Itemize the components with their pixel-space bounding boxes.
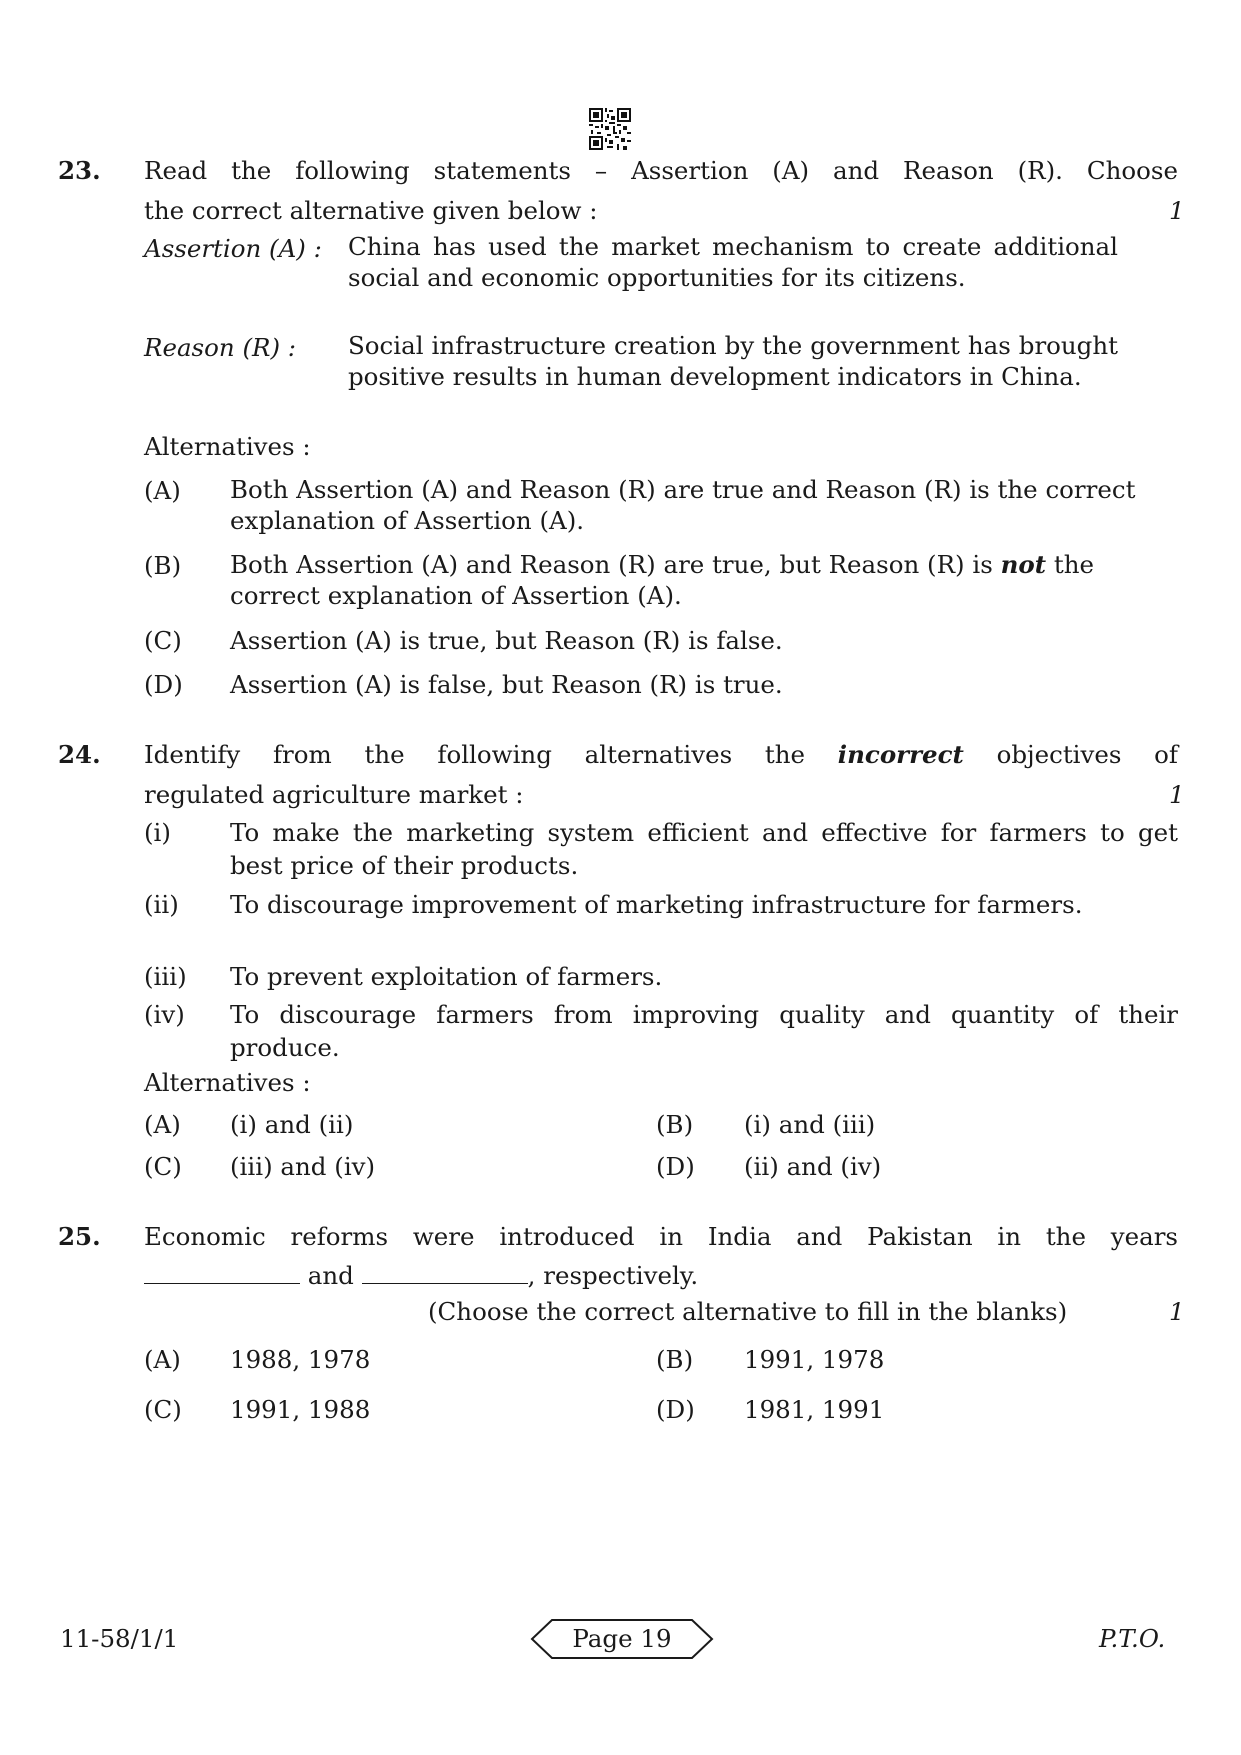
statement-text: To prevent exploitation of farmers. (230, 962, 663, 991)
pto-label: P.T.O. (1099, 1624, 1166, 1653)
question-stem-line2: regulated agriculture market : (144, 780, 524, 809)
option-text: Both Assertion (A) and Reason (R) are true and Reason (R) is the correct explanation of Assertion (A). (230, 475, 1136, 535)
statement-key: (i) (144, 818, 171, 847)
option-key: (C) (144, 626, 182, 655)
fill-blank (144, 1259, 300, 1284)
option-key: (B) (144, 551, 182, 580)
option-text: 1991, 1988 (230, 1395, 371, 1424)
marks: 1 (1169, 196, 1185, 225)
qr-code-icon (589, 108, 631, 150)
option-key: (B) (656, 1110, 694, 1139)
question-stem-line2: the correct alternative given below : (144, 196, 598, 225)
question-number: 23. (58, 156, 101, 185)
option-text-part: Both Assertion (A) and Reason (R) are true, but Reason (R) is (230, 550, 1001, 579)
statement-text: To discourage improvement of marketing infrastructure for farmers. (230, 890, 1083, 919)
option-key: (C) (144, 1395, 182, 1424)
reason-label: Reason (R) : (144, 333, 297, 362)
page-number: Page 19 (572, 1624, 672, 1653)
option-key: (C) (144, 1152, 182, 1181)
option-text: 1991, 1978 (744, 1345, 885, 1374)
option-key: (B) (656, 1345, 694, 1374)
question-stem-line1: Economic reforms were introduced in India and Pakistan in the years (144, 1222, 1178, 1251)
marks: 1 (1169, 1297, 1185, 1326)
option-key: (A) (144, 1345, 181, 1374)
option-text: Assertion (A) is true, but Reason (R) is false. (230, 626, 783, 655)
question-stem-line1: Read the following statements – Assertion (A) and Reason (R). Choose (144, 156, 1178, 185)
assertion-text: China has used the market mechanism to create additional social and economic opportunities for its citizens. (348, 232, 1118, 292)
statement-key: (iii) (144, 962, 187, 991)
option-key: (A) (144, 1110, 181, 1139)
question-stem-line1 (144, 738, 1178, 772)
option-text-part: the correct explanation of Assertion (A). (230, 550, 1094, 610)
stem-part: objectives of (963, 740, 1178, 769)
statement-text: To make the marketing system efficient and effective for farmers to get best price of their products. (230, 818, 1178, 880)
question-number: 24. (58, 740, 101, 769)
option-text (230, 549, 1150, 611)
instruction: (Choose the correct alternative to fill in the blanks) (428, 1297, 1068, 1326)
option-text: 1988, 1978 (230, 1345, 371, 1374)
emphasis-incorrect: incorrect (837, 740, 964, 769)
assertion-label: Assertion (A) : (144, 234, 322, 263)
option-text: (iii) and (iv) (230, 1152, 376, 1181)
stem-part: Identify from the following alternatives the (144, 740, 838, 769)
stem-and: and (307, 1261, 354, 1290)
option-text: 1981, 1991 (744, 1395, 885, 1424)
option-key: (D) (656, 1395, 695, 1424)
question-stem-line2 (144, 1259, 1178, 1293)
question-number: 25. (58, 1222, 101, 1251)
stem-end: , respectively. (527, 1261, 699, 1290)
page-number-badge (528, 1614, 716, 1664)
option-text: (ii) and (iv) (744, 1152, 882, 1181)
emphasis-not: not (1000, 550, 1047, 579)
option-key: (D) (656, 1152, 695, 1181)
option-text: (i) and (ii) (230, 1110, 354, 1139)
option-key: (A) (144, 476, 181, 505)
statement-key: (iv) (144, 1000, 185, 1029)
option-text: Assertion (A) is false, but Reason (R) is true. (230, 670, 783, 699)
reason-text: Social infrastructure creation by the government has brought positive results in human development indicators in China. (348, 331, 1118, 391)
alternatives-label: Alternatives : (144, 1068, 311, 1097)
statement-key: (ii) (144, 890, 179, 919)
fill-blank (362, 1259, 528, 1284)
paper-code: 11-58/1/1 (60, 1624, 179, 1653)
statement-text: To discourage farmers from improving quality and quantity of their produce. (230, 1000, 1178, 1062)
option-key: (D) (144, 670, 183, 699)
option-text: (i) and (iii) (744, 1110, 876, 1139)
alternatives-label: Alternatives : (144, 432, 311, 461)
marks: 1 (1169, 780, 1185, 809)
